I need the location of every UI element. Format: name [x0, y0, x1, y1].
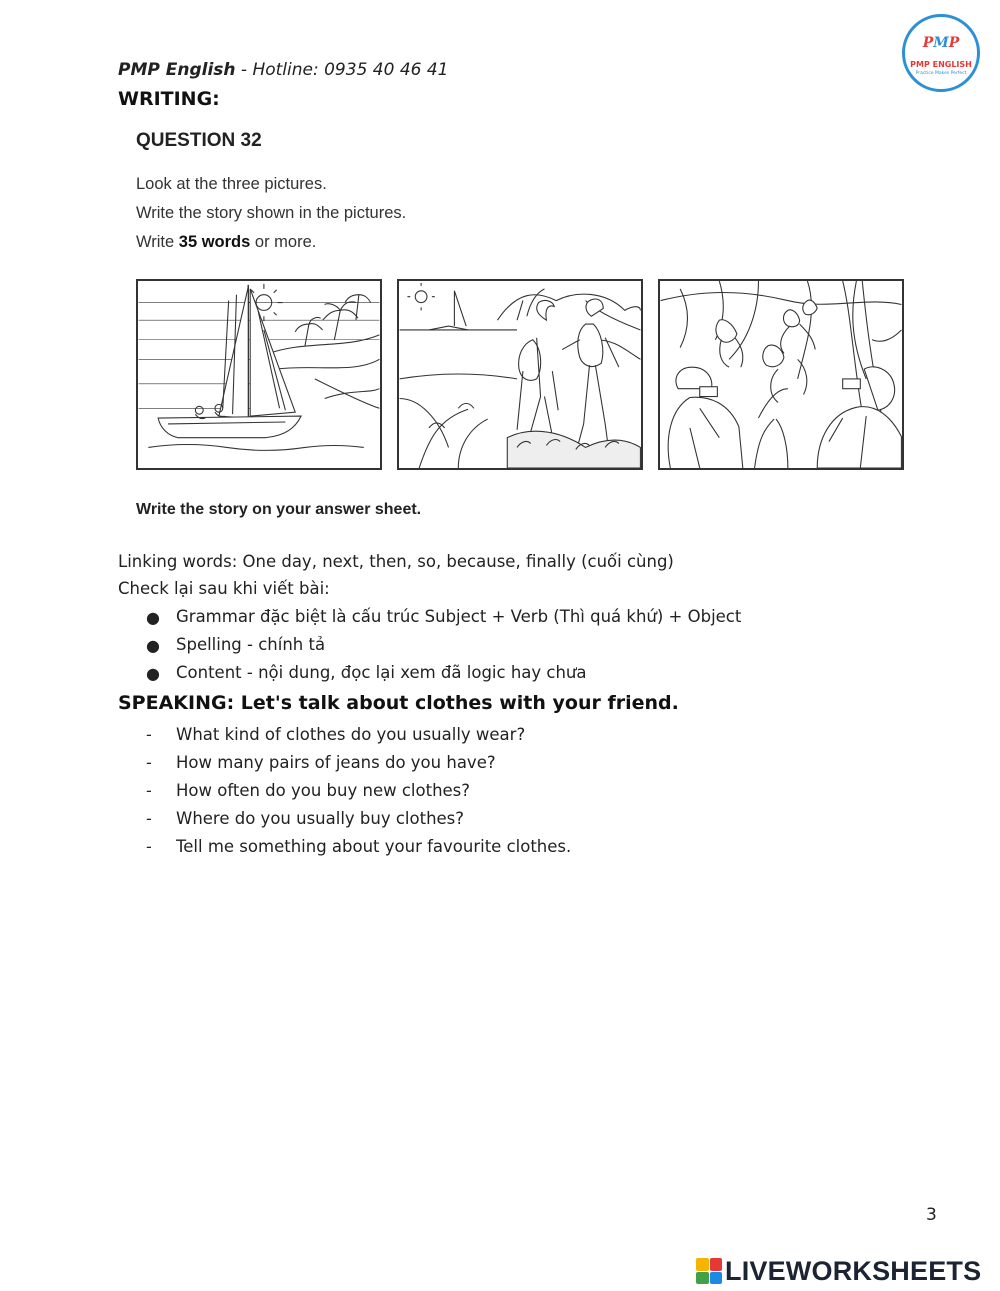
logo-tagline: Practice Makes Perfect	[915, 71, 967, 76]
page-number: 3	[926, 1205, 937, 1225]
speaking-question-3: How often do you buy new clothes?	[176, 781, 471, 800]
bullet: ●	[146, 636, 160, 655]
check-intro: Check lại sau khi viết bài:	[118, 579, 330, 598]
dash: -	[146, 809, 152, 828]
dash: -	[146, 781, 152, 800]
logo-name: PMP ENGLISH	[910, 60, 972, 69]
bullet: ●	[146, 664, 160, 683]
sailboat-illustration	[138, 281, 380, 468]
liveworksheets-logo-icon	[696, 1258, 722, 1284]
instruction-2: Write the story shown in the pictures.	[136, 204, 407, 222]
speaking-question-1: What kind of clothes do you usually wear?	[176, 725, 526, 744]
picture-hikers	[397, 279, 643, 470]
dash: -	[146, 837, 152, 856]
picture-monkeys	[658, 279, 904, 470]
speaking-title: SPEAKING: Let's talk about clothes with your friend.	[118, 692, 679, 714]
hikers-illustration	[399, 281, 641, 468]
speaking-question-4: Where do you usually buy clothes?	[176, 809, 465, 828]
liveworksheets-text: LIVEWORKSHEETS	[725, 1255, 982, 1286]
speaking-question-2: How many pairs of jeans do you have?	[176, 753, 496, 772]
speaking-question-5: Tell me something about your favourite clothes.	[176, 837, 572, 856]
liveworksheets-watermark	[696, 1256, 981, 1286]
instruction-1: Look at the three pictures.	[136, 175, 327, 193]
instruction-3: Write 35 words or more.	[136, 233, 317, 251]
dash: -	[146, 725, 152, 744]
linking-words: Linking words: One day, next, then, so, because, finally (cuối cùng)	[118, 552, 674, 571]
monkeys-illustration	[660, 281, 902, 468]
logo-letters: PMP	[922, 35, 960, 51]
question-footer: Write the story on your answer sheet.	[136, 501, 422, 518]
dash: -	[146, 753, 152, 772]
brand-name: PMP English	[118, 60, 236, 80]
check-item-grammar: Grammar đặc biệt là cấu trúc Subject + Verb (Thì quá khứ) + Object	[176, 607, 742, 626]
check-item-content: Content - nội dung, đọc lại xem đã logic hay chưa	[176, 663, 587, 682]
word-count: 35 words	[178, 233, 251, 251]
writing-title: WRITING:	[118, 88, 220, 110]
bullet: ●	[146, 608, 160, 627]
header-hotline	[118, 60, 449, 80]
pmp-logo	[902, 14, 980, 92]
check-item-spelling: Spelling - chính tả	[176, 635, 326, 654]
hotline-text: - Hotline: 0935 40 46 41	[235, 60, 449, 80]
question-title: QUESTION 32	[136, 130, 262, 151]
picture-sailboat	[136, 279, 382, 470]
